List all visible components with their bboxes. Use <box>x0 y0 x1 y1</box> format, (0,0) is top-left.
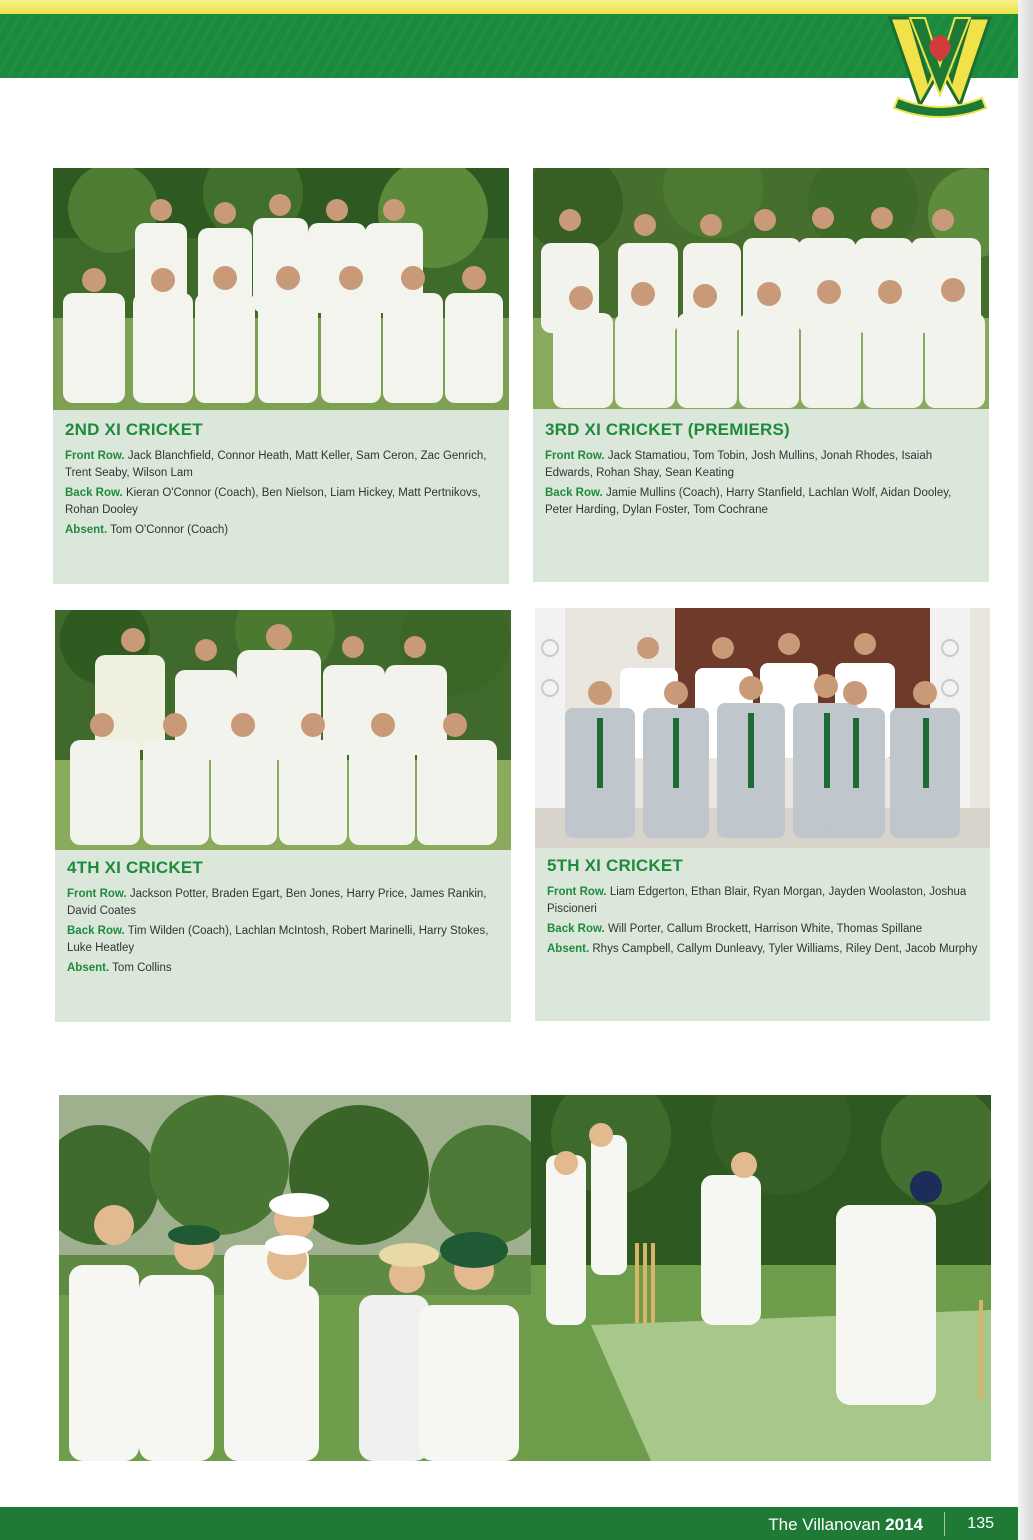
team-title: 4TH XI CRICKET <box>67 858 203 877</box>
absent-names: Absent. Tom O'Connor (Coach) <box>65 524 229 536</box>
header-yellow-band <box>0 0 1033 14</box>
absent-names: Absent. Tom Collins <box>67 962 172 974</box>
photo-match-play <box>531 1095 991 1461</box>
team-photo-4th-xi <box>55 610 511 850</box>
back-row-names: Back Row. Tim Wilden (Coach), Lachlan McIntosh, Robert Marinelli, Harry Stokes, Luke Heatley <box>67 925 489 954</box>
team-card-4th-xi <box>55 610 511 1022</box>
front-row-names: Front Row. Jack Stamatiou, Tom Tobin, Josh Mullins, Jonah Rhodes, Isaiah Edwards, Rohan Shay, Sean Keating <box>545 450 933 479</box>
back-row-names: Back Row. Jamie Mullins (Coach), Harry Stanfield, Lachlan Wolf, Aidan Dooley, Peter Harding, Dylan Foster, Tom Cochrane <box>545 487 952 516</box>
team-title: 5TH XI CRICKET <box>547 856 683 875</box>
team-card-3rd-xi <box>533 168 989 582</box>
publication-name: The Villanovan 2014 <box>768 1515 923 1534</box>
photo-spectators <box>59 1095 531 1461</box>
team-title: 3RD XI CRICKET (PREMIERS) <box>545 420 790 439</box>
team-card-5th-xi <box>535 608 990 1021</box>
team-title: 2ND XI CRICKET <box>65 420 203 439</box>
front-row-names: Front Row. Jack Blanchfield, Connor Heath, Matt Keller, Sam Ceron, Zac Genrich, Trent Seaby, Wilson Lam <box>65 450 487 479</box>
school-crest-logo <box>880 10 1000 120</box>
absent-names: Absent. Rhys Campbell, Callym Dunleavy, Tyler Williams, Riley Dent, Jacob Murphy <box>547 943 978 955</box>
front-row-names: Front Row. Liam Edgerton, Ethan Blair, Ryan Morgan, Jayden Woolaston, Joshua Piscioneri <box>547 886 967 915</box>
page-edge-shadow <box>1018 0 1033 1540</box>
team-photo-2nd-xi <box>53 168 509 410</box>
footer-divider <box>944 1512 945 1536</box>
front-row-names: Front Row. Jackson Potter, Braden Egart, Ben Jones, Harry Price, James Rankin, David Coates <box>67 888 487 917</box>
team-photo-5th-xi <box>535 608 990 848</box>
back-row-names: Back Row. Will Porter, Callum Brockett, Harrison White, Thomas Spillane <box>547 923 923 935</box>
back-row-names: Back Row. Kieran O'Connor (Coach), Ben Nielson, Liam Hickey, Matt Pertnikovs, Rohan Dooley <box>65 487 481 516</box>
page-footer <box>0 1507 1018 1540</box>
page-number: 135 <box>967 1515 994 1532</box>
team-card-2nd-xi <box>53 168 509 584</box>
team-photo-3rd-xi <box>533 168 989 409</box>
header-green-band <box>0 14 1033 78</box>
